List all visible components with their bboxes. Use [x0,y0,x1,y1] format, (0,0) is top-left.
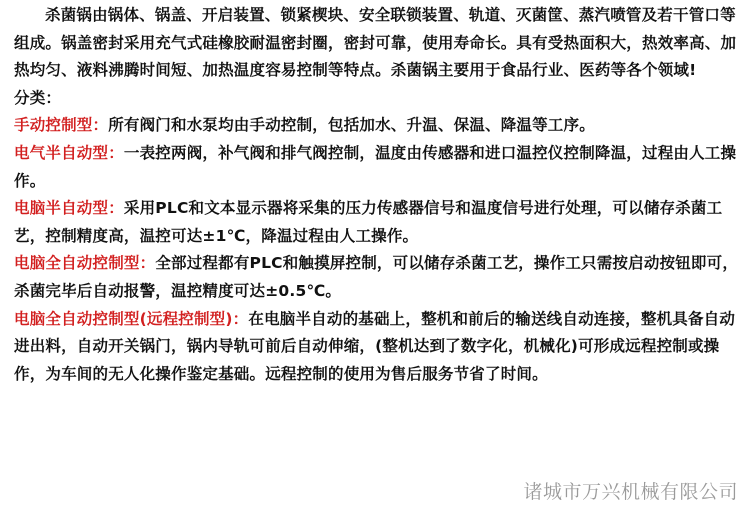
type-remote-control [14,306,744,389]
type-electric-semi-auto [14,140,744,195]
type-manual [14,112,744,140]
company-watermark: 诸城市万兴机械有限公司 [523,481,738,503]
type-remote-control-label: 电脑全自动控制型(远程控制型)： [14,309,249,328]
type-manual-text: 所有阀门和水泵均由手动控制，包括加水、升温、保温、降温等工序。 [108,116,595,135]
type-computer-full-auto [14,250,744,305]
type-electric-semi-auto-label: 电气半自动型： [14,143,124,162]
type-electric-semi-auto-text: 一表控两阀，补气阀和排气阀控制，温度由传感器和进口温控仪控制降温，过程由人工操作。 [14,143,737,190]
type-computer-full-auto-text: 全部过程都有PLC和触摸屏控制，可以储存杀菌工艺，操作工只需按启动按钮即可，杀菌完毕后自动报警，温控精度可达±0.5℃。 [14,254,739,300]
product-description [14,2,744,388]
type-remote-control-text: 在电脑半自动的基础上，整机和前后的输送线自动连接，整机具备自动进出料，自动开关锅门，锅内导轨可前后自动伸缩，(整机达到了数字化，机械化)可形成远程控制或操作，为车间的无人化操作鉴定基础。远程控制的使用为售后服务节省了时间。 [14,309,736,383]
type-manual-label: 手动控制型： [14,116,109,135]
type-computer-semi-auto [14,195,744,250]
type-computer-full-auto-label: 电脑全自动控制型： [14,254,156,273]
type-computer-semi-auto-label: 电脑半自动型： [14,199,124,218]
section-heading: 分类： [14,88,62,107]
type-computer-semi-auto-text: 采用PLC和文本显示器将采集的压力传感器信号和温度信号进行处理，可以储存杀菌工艺，控制精度高，温控可达±1℃，降温过程由人工操作。 [14,199,723,245]
intro-paragraph: 杀菌锅由锅体、锅盖、开启装置、锁紧楔块、安全联锁装置、轨道、灭菌筐、蒸汽喷管及若干管口等组成。锅盖密封采用充气式硅橡胶耐温密封圈，密封可靠，使用寿命长。具有受热面积大，热效率高、加热均匀、液料沸腾时间短、加热温度容易控制等特点。杀菌锅主要用于食品行业、医药等各个领域! [14,6,737,80]
